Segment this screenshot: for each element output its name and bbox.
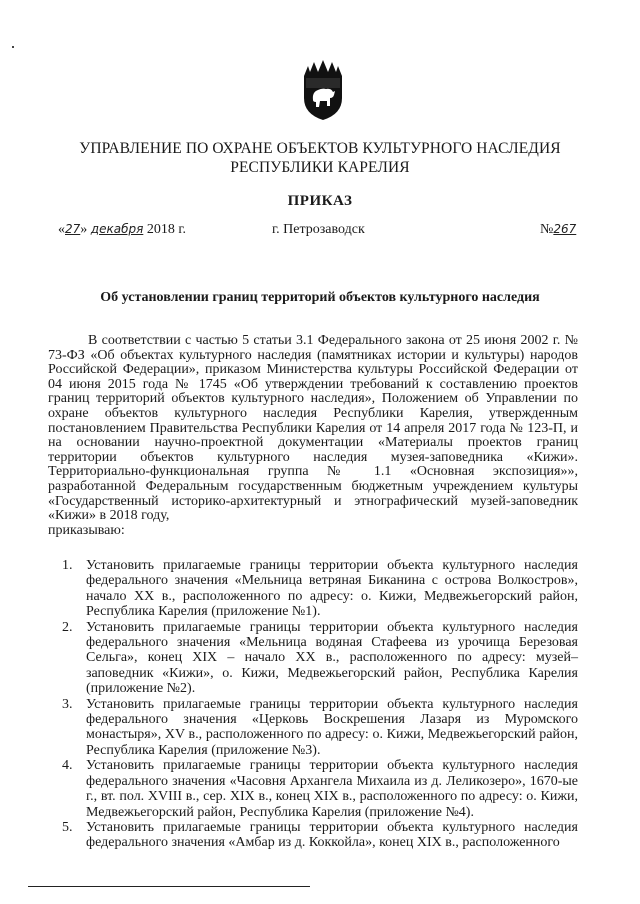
list-item: 1. Установить прилагаемые границы территории объекта культурного наследия федерального значения «Мельница ветряная Биканина с острова Волкостров», начало XX в., расположенного по адресу: о. Кижи, Медвежьегорский район, Республика Карелия (приложение №1). — [62, 558, 578, 620]
order-number: №267 — [540, 222, 577, 237]
scan-speck — [12, 46, 14, 48]
bottom-divider — [28, 886, 310, 887]
karelia-coat-of-arms-icon — [300, 58, 346, 122]
order-subject: Об установлении границ территорий объектов культурного наследия — [100, 290, 540, 305]
preamble — [48, 334, 578, 538]
command-word: приказываю: — [48, 522, 125, 538]
handwritten-month: декабря — [90, 222, 144, 236]
authority-line-2: РЕСПУБЛИКИ КАРЕЛИЯ — [230, 159, 410, 176]
document-type-title: ПРИКАЗ — [287, 193, 353, 209]
list-item: 2. Установить прилагаемые границы территории объекта культурного наследия федерального значения «Мельница водяная Стафеева из урочища Березовая Сельга», конец XIX – начало XX в., расположенного по адресу: музей–заповедник «Кижи», о. Кижи, Медвежьегорский район, Республика Карелия (приложение №2). — [62, 619, 578, 697]
order-items — [62, 558, 578, 851]
issuing-authority — [40, 139, 600, 177]
list-item: 3. Установить прилагаемые границы территории объекта культурного наследия федерального значения «Церковь Воскрешения Лазаря из Муромского монастыря», XV в., расположенного по адресу: о. Кижи, Медвежьегорский район, Республика Карелия (приложение №3). — [62, 696, 578, 758]
list-item: 5. Установить прилагаемые границы территории объекта культурного наследия федерального значения «Амбар из д. Коккойла», конец XIX в., расположенного — [62, 819, 578, 851]
list-item: 4. Установить прилагаемые границы территории объекта культурного наследия федерального значения «Часовня Архангела Михаила из д. Леликозеро», 1670-ые г., вт. пол. XVIII в., сер. XIX в., конец XIX в., расположенного по адресу: о. Кижи, Медвежьегорский район, Республика Карелия (приложение №4). — [62, 758, 578, 820]
order-city: г. Петрозаводск — [272, 222, 365, 237]
order-year: 2018 г. — [146, 222, 186, 237]
order-date: «27» декабря 2018 г. — [58, 222, 186, 237]
handwritten-number: 267 — [553, 222, 577, 236]
authority-line-1: УПРАВЛЕНИЕ ПО ОХРАНЕ ОБЪЕКТОВ КУЛЬТУРНОГО НАСЛЕДИЯ — [79, 140, 561, 157]
preamble-text: В соответствии с частью 5 статьи 3.1 Федерального закона от 25 июня 2002 г. № 73-ФЗ «Об объектах культурного наследия (памятниках истории и культуры) народов Российской Федерации», приказом Министерства культуры Российской Федерации от 04 июня 2015 года № 1745 «Об утверждении требований к составлению проектов границ территорий объектов культурного наследия», Положением об Управлении по охране объектов культурного наследия Республики Карелия, утвержденным постановлением Правительства Республики Карелия от 14 апреля 2017 года № 123-П, и на основании научно-проектной документации «Материалы проектов границ территории объектов культурного наследия музея-заповедника «Кижи». Территориально-функциональная группа № 1.1 «Основная экспозиция»», разработанной Федеральным государственным бюджетным учреждением культуры «Государственный историко-архитектурный и этнографический музей-заповедник «Кижи» в 2018 году, — [48, 333, 578, 524]
handwritten-day: 27 — [65, 222, 81, 236]
